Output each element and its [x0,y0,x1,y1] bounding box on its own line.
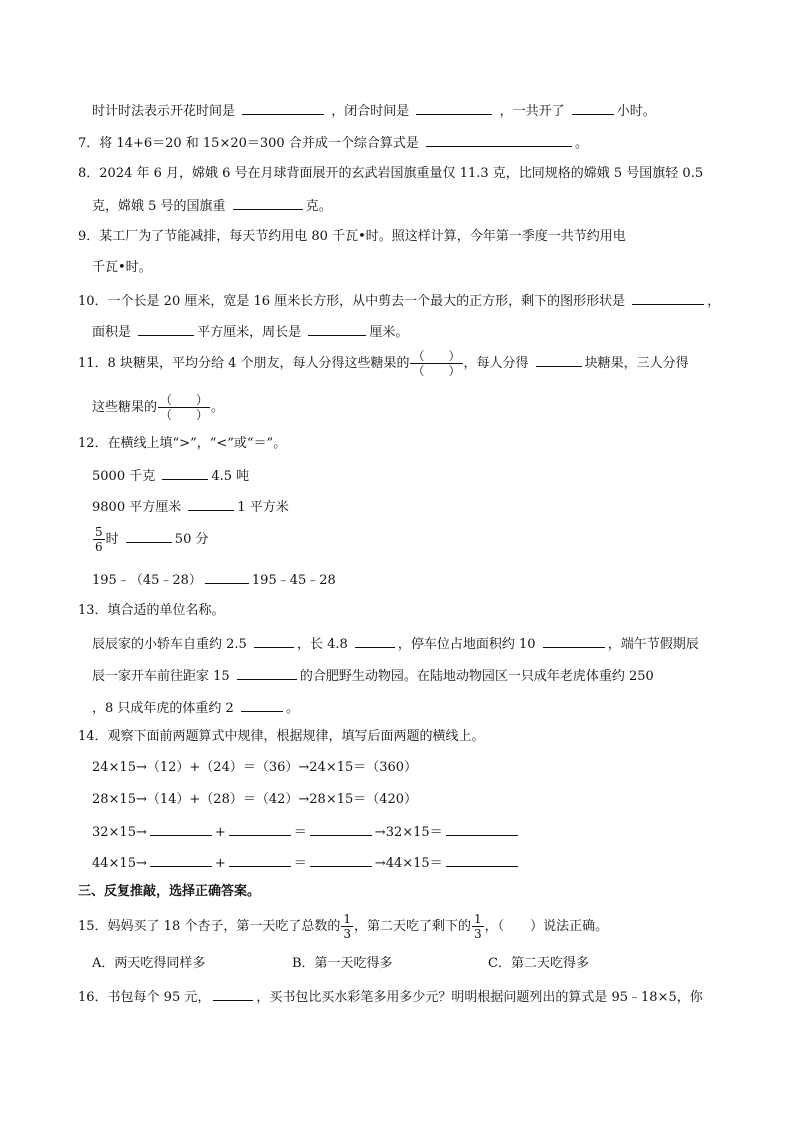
q6-blank-hours[interactable] [572,101,614,115]
q10-line1 [78,291,720,311]
q14-r3-prefix: 32×15→ [92,825,147,840]
q11-text-d: 这些糖果的 [92,400,158,415]
q14-r4-mid: →44×15＝ [374,856,443,871]
q6-text-c: ，一共开了 [499,104,565,119]
q12-r3-right: 50 分 [174,532,209,547]
q13-blank-tiger[interactable] [241,698,283,712]
q15-f2-den: 3 [474,927,482,941]
q15-f1-num: 1 [343,912,351,926]
q11-line2 [92,392,224,424]
q6-blank-open[interactable] [242,101,324,115]
q10-text-a: 10．一个长是 20 厘米，宽是 16 厘米长方形，从中剪去一个最大的正方形，剩下的图形形状是 [78,294,626,309]
q14-r4-blank-3[interactable] [310,853,372,867]
q9-line2: 千瓦•时。 [92,260,152,275]
q12-row4 [92,570,336,590]
q12-r2-blank[interactable] [188,497,234,511]
q16-text-a: 16．书包每个 95 元， [78,990,211,1005]
q12-r1-left: 5000 千克 [92,469,156,484]
q14-r3-blank-2[interactable] [229,822,291,836]
q16-line [78,987,703,1007]
q12-title: 12．在横线上填“>”，“<”或“＝”。 [78,436,287,451]
q13-title: 13．填合适的单位名称。 [78,603,225,618]
q13-text-c: ，停车位占地面积约 10 [397,637,536,652]
q12-row2 [92,497,289,517]
q11-fraction-1[interactable] [410,349,462,378]
q13-line1 [92,634,699,654]
q12-row1 [92,466,249,486]
q13-blank-weight[interactable] [254,634,294,648]
q14-example-1: 24×15→（12）+（24）＝（36）→24×15＝（360） [92,760,418,775]
q12-r3-blank[interactable] [126,529,172,543]
q14-r4-blank-2[interactable] [229,853,291,867]
q12-row3 [92,523,208,557]
q8-line2 [92,196,332,216]
q8-blank[interactable] [233,196,303,210]
q11-fraction-2[interactable] [158,393,210,422]
q13-text-h: 。 [285,701,299,716]
q15-options [92,955,589,973]
q16-text-b: ，买书包比买水彩笔多用多少元？明明根据问题列出的算式是 95﹣18×5，你 [256,990,703,1005]
q14-r3-plus: + [214,825,226,840]
q11-frac2-den[interactable]: （ ） [160,408,209,422]
q14-r3-blank-1[interactable] [150,822,212,836]
q13-line2 [92,666,654,686]
q8-line1: 8．2024 年 6 月，嫦娥 6 号在月球背面展开的玄武岩国旗重量仅 11.3 克，比同规格的嫦娥 5 号国旗轻 0.5 [78,166,704,181]
section-3-title: 三、反复推敲，选择正确答案。 [78,884,261,899]
q11-line1 [78,348,689,380]
q13-text-f: 的合肥野生动物园。在陆地动物园区一只成年老虎体重约 250 [299,669,654,684]
q15-option-a[interactable]: A．两天吃得同样多 [92,956,206,971]
q11-text-c: 块糖果，三人分得 [584,356,689,371]
q12-r3-left: 时 [105,532,119,547]
q15-fraction-2 [472,912,484,941]
q14-r3-eq: ＝ [293,825,307,840]
q6-line [92,101,656,121]
q14-row3 [92,822,521,842]
q6-text-d: 小时。 [616,104,656,119]
q13-text-e: 辰一家开车前往距家 15 [92,669,230,684]
q12-r3-fraction [93,525,105,554]
q10-blank-area[interactable] [138,322,194,336]
q11-text-b: ，每人分得 [463,356,529,371]
q14-r4-eq: ＝ [293,856,307,871]
q13-blank-area[interactable] [543,634,605,648]
q13-text-d: ，端午节假期辰 [607,637,699,652]
q14-r3-blank-4[interactable] [446,822,518,836]
q10-text-e: 厘米。 [369,325,409,340]
q6-text-a: 时计时法表示开花时间是 [92,104,236,119]
q6-blank-close[interactable] [416,101,492,115]
q15-line [78,910,608,944]
q10-text-d: 平方厘米，周长是 [197,325,302,340]
q14-r3-blank-3[interactable] [310,822,372,836]
q12-r2-right: 1 平方米 [237,500,289,515]
q9-line1: 9．某工厂为了节能减排，每天节约用电 80 千瓦•时。照这样计算，今年第一季度一共节约用电 [78,229,626,244]
q14-r4-blank-1[interactable] [150,853,212,867]
q11-frac1-num[interactable]: （ ） [412,349,461,363]
q15-text-a: 15．妈妈买了 18 个杏子，第一天吃了总数的 [78,919,341,934]
q14-row4 [92,853,521,873]
q14-r4-prefix: 44×15→ [92,856,147,871]
q11-frac1-den[interactable]: （ ） [412,364,461,378]
q10-text-c: 面积是 [92,325,132,340]
q12-r4-blank[interactable] [205,570,249,584]
q10-line2 [92,322,408,342]
q13-text-g: ，8 只成年虎的体重约 2 [92,701,234,716]
q15-option-c[interactable]: C．第二天吃得多 [488,956,589,971]
q15-text-c: ，（ ）说法正确。 [484,919,609,934]
q10-text-b: ， [707,294,721,309]
q11-text-e: 。 [211,400,225,415]
q15-option-b[interactable]: B．第一天吃得多 [292,956,393,971]
q13-blank-length[interactable] [355,634,395,648]
q7-text-a: 7．将 14+6＝20 和 15×20＝300 合并成一个综合算式是 [78,136,419,151]
q8-text-b: 克。 [305,199,332,214]
q15-f2-num: 1 [474,912,482,926]
q7-text-b: 。 [574,136,588,151]
q15-text-b: ，第二天吃了剩下的 [354,919,472,934]
q10-blank-perimeter[interactable] [308,322,366,336]
q12-r2-left: 9800 平方厘米 [92,500,182,515]
q8-text-a: 克，嫦娥 5 号的国旗重 [92,199,226,214]
q16-blank[interactable] [213,987,253,1001]
q13-line3 [92,698,299,718]
q12-r3-num: 5 [95,525,103,539]
q12-r1-right: 4.5 吨 [211,469,250,484]
q14-r3-mid: →32×15＝ [374,825,443,840]
q15-f1-den: 3 [343,927,351,941]
q13-text-a: 辰辰家的小轿车自重约 2.5 [92,637,247,652]
q11-frac2-num[interactable]: （ ） [160,393,209,407]
q14-r4-plus: + [214,856,226,871]
q14-title: 14．观察下面前两题算式中规律，根据规律，填写后面两题的横线上。 [78,729,485,744]
q15-fraction-1 [341,912,353,941]
q12-r3-den: 6 [95,540,103,554]
q12-r4-left: 195﹣（45﹣28） [92,573,202,588]
q12-r1-blank[interactable] [162,466,208,480]
q13-blank-distance[interactable] [237,666,297,680]
q11-text-a: 11．8 块糖果，平均分给 4 个朋友，每人分得这些糖果的 [78,356,410,371]
q14-example-2: 28×15→（14）+（28）＝（42）→28×15＝（420） [92,792,418,807]
q10-blank-shape[interactable] [632,291,704,305]
q12-r4-right: 195﹣45﹣28 [251,573,336,588]
q7-blank[interactable] [426,133,572,147]
q6-text-b: ，闭合时间是 [331,104,410,119]
q7-line [78,133,588,153]
q13-text-b: ，长 4.8 [296,637,348,652]
q11-blank-count[interactable] [536,353,582,367]
q14-r4-blank-4[interactable] [446,853,518,867]
